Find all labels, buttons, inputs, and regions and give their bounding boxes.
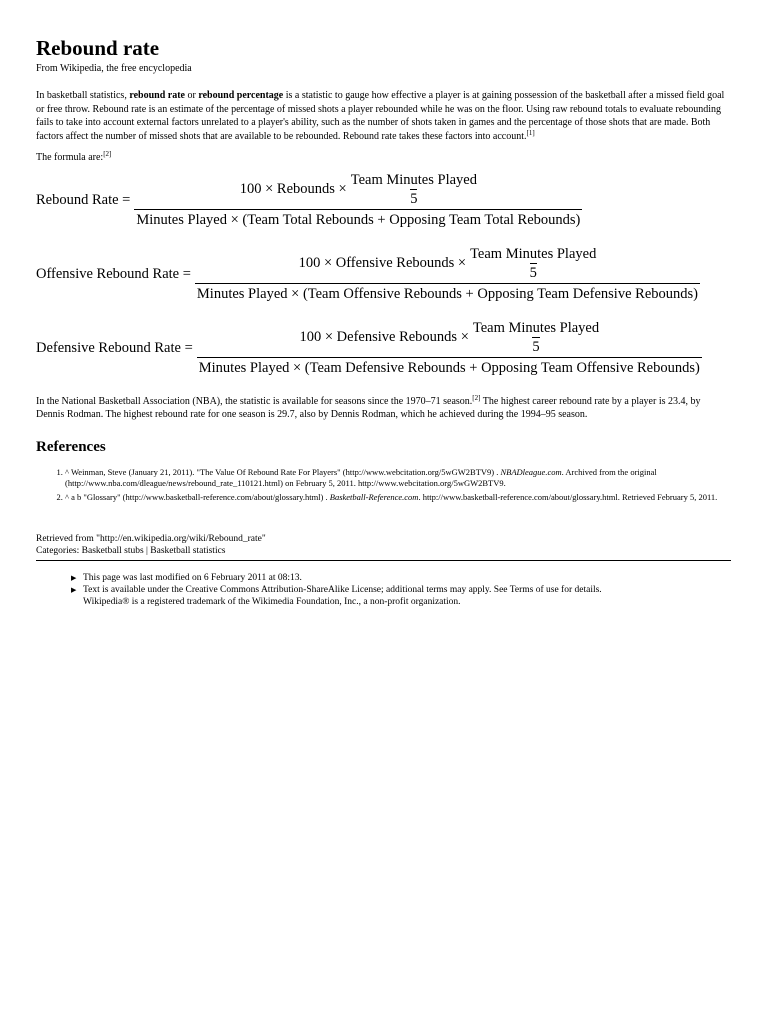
- intro-paragraph: [36, 89, 731, 143]
- formula-lhs: Defensive Rebound Rate =: [36, 339, 193, 356]
- minutes-fraction-denominator: 5: [410, 190, 418, 207]
- formula-numerator-text: 100 × Rebounds ×: [239, 181, 347, 197]
- formula-numerator-text: 100 × Defensive Rebounds ×: [299, 329, 469, 345]
- nba-text-1: In the National Basketball Association (NBA), the statistic is available for seasons since the 1970–71 season.: [36, 395, 473, 407]
- article-page: [36, 36, 731, 608]
- bullet-arrow-icon: ▶: [71, 574, 77, 582]
- intro-text-1: In basketball statistics,: [36, 90, 130, 101]
- intro-text-3: is a statistic to gauge how effective a player is at gaining possession of the basketball after a missed field goal or free throw. Rebound rate is an estimate of the percentage of missed shots a player rebounded while he was on the floor. Using raw rebound totals to evaluate rebounding fails to take into account external factors unrelated to a player's ability, such as the number of shots taken in games and the percentage of those shots that are made. Both factors affect the number of missed shots that are available to be rebounded. Rebound rate takes these factors into account.: [36, 90, 725, 142]
- citation-link-2b[interactable]: [2]: [472, 393, 481, 402]
- reference-item[interactable]: [65, 492, 731, 504]
- trademark-text: Wikipedia® is a registered trademark of the Wikimedia Foundation, Inc., a non-profit organization.: [83, 597, 461, 607]
- reference-item[interactable]: [65, 467, 731, 490]
- formula-numerator: [297, 245, 599, 283]
- formula-numerator-text: 100 × Offensive Rebounds ×: [298, 255, 467, 271]
- formula-denominator: Minutes Played × (Team Offensive Rebounds + Opposing Team Defensive Rebounds): [195, 283, 700, 303]
- last-modified-text: This page was last modified on 6 February 2011 at 08:13.: [83, 573, 302, 583]
- minutes-fraction: [470, 245, 596, 282]
- retrieved-from[interactable]: Retrieved from "http://en.wikipedia.org/wiki/Rebound_rate": [36, 534, 266, 544]
- minutes-fraction-numerator: Team Minutes Played: [470, 245, 597, 262]
- bullet-arrow-icon: ▶: [71, 586, 77, 594]
- references-heading: References: [36, 438, 106, 455]
- nba-text-2: The highest career rebound rate by a player is 23.4, by Dennis Rodman. The highest rebound rate for one season is 29.7, also by Dennis Rodman, which he achieved during the 1994–95 season.: [36, 395, 701, 420]
- footer-modified: [71, 572, 731, 584]
- minutes-fraction-numerator: Team Minutes Played: [472, 319, 600, 336]
- footer-license: [71, 584, 731, 608]
- formula-fraction: [195, 245, 700, 303]
- minutes-fraction-denominator: 5: [529, 264, 537, 281]
- formula-numerator: [238, 171, 479, 209]
- categories-label: Categories:: [36, 546, 80, 556]
- formula-lhs: Offensive Rebound Rate =: [36, 265, 191, 282]
- term-rebound-percentage: rebound percentage: [198, 90, 284, 101]
- minutes-fraction: [351, 171, 477, 208]
- minutes-fraction-denominator: 5: [532, 338, 540, 355]
- reference-text: ^ a b "Glossary" (http://www.basketball-reference.com/about/glossary.html) .: [65, 491, 330, 502]
- citation-link-1[interactable]: [1]: [526, 128, 535, 137]
- references-list: [36, 467, 731, 504]
- formula-defensive-rebound-rate: [36, 319, 731, 377]
- formula-lhs: Rebound Rate =: [36, 191, 131, 208]
- formula-fraction: [134, 171, 582, 229]
- category-links[interactable]: Basketball stubs | Basketball statistics: [81, 546, 226, 556]
- license-text[interactable]: Text is available under the Creative Commons Attribution-ShareAlike License; additional terms may apply. See Terms of use for details.: [83, 585, 602, 595]
- intro-text-2: or: [184, 90, 199, 101]
- footer-divider: [36, 560, 731, 561]
- formula-intro: [36, 151, 731, 165]
- nba-paragraph: [36, 395, 731, 422]
- formula-denominator: Minutes Played × (Team Total Rebounds + Opposing Team Total Rebounds): [134, 209, 582, 229]
- formula-rebound-rate: [36, 171, 731, 229]
- formula-offensive-rebound-rate: [36, 245, 731, 303]
- minutes-fraction-numerator: Team Minutes Played: [350, 171, 477, 188]
- reference-publisher: Basketball-Reference.com: [329, 491, 419, 502]
- citation-link-2[interactable]: [2]: [103, 150, 112, 158]
- formula-denominator: Minutes Played × (Team Defensive Rebounds + Opposing Team Offensive Rebounds): [197, 357, 702, 377]
- formula-fraction: [197, 319, 702, 377]
- formula-numerator: [297, 319, 601, 357]
- reference-text: ^ Weinman, Steve (January 21, 2011). "The Value Of Rebound Rate For Players" (http://www.webcitation.org/5wGW2BTV9) .: [65, 466, 501, 477]
- categories-line: [36, 545, 731, 557]
- minutes-fraction: [473, 319, 599, 356]
- page-tagline: From Wikipedia, the free encyclopedia: [36, 63, 192, 74]
- reference-archive: . Archived from the original (http://www.nba.com/dleague/news/rebound_rate_110121.html) on February 5, 2011. http://www.webcitation.org/5wGW2BTV9.: [65, 466, 657, 488]
- term-rebound-rate: rebound rate: [129, 90, 185, 101]
- page-title: Rebound rate: [36, 36, 160, 60]
- reference-archive: . http://www.basketball-reference.com/about/glossary.html. Retrieved February 5, 2011.: [418, 491, 718, 502]
- formula-intro-text: The formula are:: [36, 152, 104, 163]
- reference-publisher: NBADleague.com: [500, 466, 562, 477]
- footer-list: [36, 572, 731, 608]
